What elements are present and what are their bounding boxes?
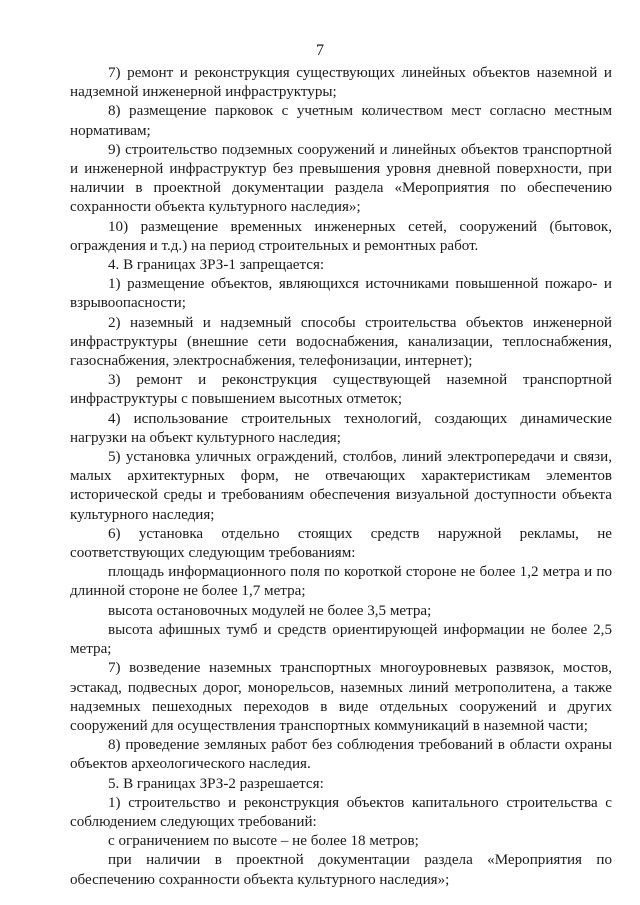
paragraph-item-2-engineering-infrastructure: 2) наземный и надземный способы строительства объектов инженерной инфраструктуры (внешние сети водоснабжения, канализации, теплоснабжения, газоснабжения, электроснабжения, телефонизации, интернет); (70, 314, 612, 370)
paragraph-item-5-street-fences: 5) установка уличных ограждений, столбов, линий электропередачи и связи, малых архитектурных форм, не отвечающих характеристикам элементов исторической среды и требованиям обеспечения визуальной доступности объекта культурного наследия; (70, 449, 612, 523)
paragraph-item-10-temporary-networks: 10) размещение временных инженерных сетей, сооружений (бытовок, ограждения и т.д.) на период строительных и ремонтных работ. (70, 218, 612, 254)
paragraph-item-8-earthworks: 8) проведение земляных работ без соблюдения требований в области охраны объектов археологического наследия. (70, 737, 612, 773)
section-heading-zrz2-permitted: 5. В границах ЗРЗ-2 разрешается: (108, 775, 324, 792)
paragraph-item-4-dynamic-loads: 4) использование строительных технологий, создающих динамические нагрузки на объект культурного наследия; (70, 410, 612, 446)
paragraph-item-7-transport-interchanges: 7) возведение наземных транспортных многоуровневых развязок, мостов, эстакад, подвесных дорог, монорельсов, наземных линий метрополитена, а также надземных пешеходных переходов в виде отдельных сооружений и других сооружений для осуществления транспортных коммуникаций в наземной части; (70, 660, 612, 734)
paragraph-item-3-transport-infrastructure: 3) ремонт и реконструкция существующей наземной транспортной инфраструктуры с повышением высотных отметок; (70, 372, 612, 408)
paragraph-item-9-underground-structures: 9) строительство подземных сооружений и линейных объектов транспортной и инженерной инфраструктур без превышения уровня дневной поверхности, при наличии в проектной документации раздела «Мероприятия по обеспечению сохранности объекта культурного наследия»; (70, 141, 612, 216)
paragraph-item-6-outdoor-advertising: 6) установка отдельно стоящих средств наружной рекламы, не соответствующих следующим требованиям: (70, 525, 612, 562)
page-number: 7 (316, 42, 324, 59)
paragraph-project-documentation: при наличии в проектной документации раздела «Мероприятия по обеспечению сохранности объекта культурного наследия»; (70, 852, 612, 888)
paragraph-item-1-hazard-objects: 1) размещение объектов, являющихся источниками повышенной пожаро- и взрывоопасности; (70, 276, 612, 312)
document-body (70, 64, 612, 890)
paragraph-poster-columns-height: высота афишных тумб и средств ориентирующей информации не более 2,5 метра; (70, 621, 612, 658)
section-heading-zrz1-prohibited: 4. В границах ЗРЗ-1 запрещается: (108, 257, 325, 274)
paragraph-height-limit: с ограничением по высоте – не более 18 метров; (108, 833, 419, 850)
paragraph-item-8-parking: 8) размещение парковок с учетным количеством мест согласно местным нормативам; (70, 103, 612, 139)
paragraph-info-field-area: площадь информационного поля по короткой стороне не более 1,2 метра и по длинной стороне не более 1,7 метра; (70, 564, 612, 600)
paragraph-item-1-capital-construction: 1) строительство и реконструкция объектов капитального строительства с соблюдением следующих требований: (70, 794, 612, 830)
paragraph-stop-modules-height: высота остановочных модулей не более 3,5 метра; (108, 602, 432, 619)
paragraph-item-7-repair-linear-objects: 7) ремонт и реконструкция существующих линейных объектов наземной и надземной инженерной инфраструктуры; (70, 65, 612, 101)
